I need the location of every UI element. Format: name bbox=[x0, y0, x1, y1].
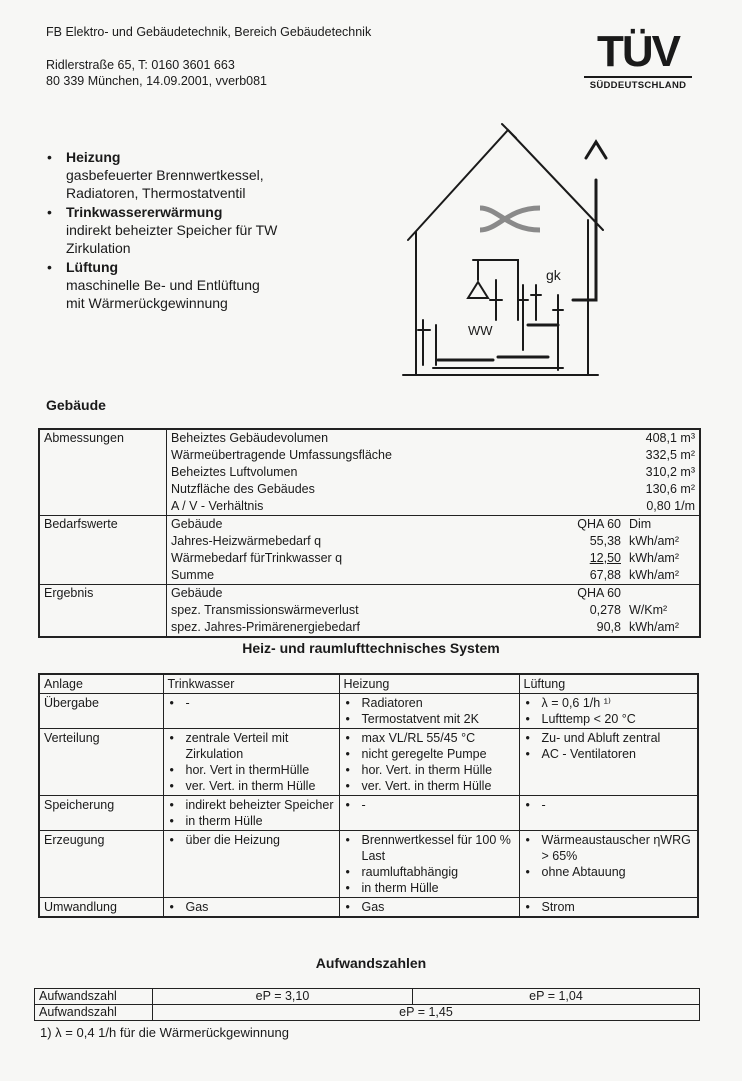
row-name: Jahres-Heizwärmebedarf q bbox=[171, 534, 322, 548]
ww-label: WW bbox=[468, 323, 493, 338]
feature-item-heizung bbox=[44, 148, 374, 202]
arrow-up-icon bbox=[586, 142, 606, 158]
list-item bbox=[168, 730, 335, 762]
section-title-system: Heiz- und raumlufttechnisches System bbox=[242, 640, 500, 656]
group-label: Ergebnis bbox=[39, 585, 167, 638]
cell-hz bbox=[339, 898, 519, 918]
item-text: Termostatvent mit 2K bbox=[361, 712, 479, 726]
row-name: spez. Transmissionswärmeverlust bbox=[171, 603, 359, 617]
list-item bbox=[344, 880, 515, 896]
row-value: QHA 60 bbox=[557, 585, 625, 603]
bullet-icon: • bbox=[525, 696, 530, 710]
item-text: hor. Vert in thermHülle bbox=[185, 763, 310, 777]
feature-line: mit Wärmerückgewinnung bbox=[66, 295, 228, 311]
bullet-icon: • bbox=[345, 900, 350, 914]
row-name: Wärmebedarf fürTrinkwasser q bbox=[171, 551, 343, 565]
item-text: Zu- und Abluft zentral bbox=[541, 731, 661, 745]
list-item bbox=[168, 762, 335, 778]
list-item bbox=[524, 797, 694, 813]
row-label: Erzeugung bbox=[39, 831, 163, 898]
row-value: 12,50 bbox=[589, 551, 621, 565]
feature-title: Trinkwassererwärmung bbox=[66, 204, 223, 220]
bullet-icon: • bbox=[345, 747, 350, 761]
row-value: 130,6 m² bbox=[645, 482, 695, 496]
bullet-icon: • bbox=[525, 900, 530, 914]
cell-lu bbox=[519, 796, 698, 831]
bullet-icon: • bbox=[47, 204, 52, 220]
list-item bbox=[524, 695, 694, 711]
row-name: Summe bbox=[171, 568, 215, 582]
row-unit: kWh/am² bbox=[629, 568, 679, 582]
cell-list bbox=[524, 899, 694, 915]
item-text: ver. Vert. in therm Hülle bbox=[185, 779, 316, 793]
feature-line: Radiatoren, Thermostatventil bbox=[66, 185, 246, 201]
shower-icon bbox=[468, 282, 488, 298]
bullet-icon: • bbox=[47, 259, 52, 275]
feature-item-lueftung bbox=[44, 258, 374, 312]
cell-list bbox=[344, 899, 515, 915]
item-text: Wärmeaustauscher ηWRG > 65% bbox=[541, 833, 691, 863]
bullet-icon: • bbox=[345, 833, 350, 847]
item-text: zentrale Verteil mit Zirkulation bbox=[185, 731, 289, 761]
list-item bbox=[524, 864, 694, 880]
item-text: Lufttemp < 20 °C bbox=[541, 712, 636, 726]
item-text: - bbox=[361, 798, 366, 812]
cell-list bbox=[168, 797, 335, 829]
list-item bbox=[524, 899, 694, 915]
row-value: 0,80 1/m bbox=[646, 499, 695, 513]
row-name: Wärmeübertragende Umfassungsfläche bbox=[171, 448, 392, 462]
item-text: - bbox=[541, 798, 546, 812]
feature-title: Lüftung bbox=[66, 259, 119, 275]
list-item bbox=[344, 711, 515, 727]
row-label: Verteilung bbox=[39, 729, 163, 796]
cell-tw bbox=[163, 694, 339, 729]
bullet-icon: • bbox=[169, 798, 174, 812]
row-name: Beheiztes Luftvolumen bbox=[171, 465, 298, 479]
bullet-icon: • bbox=[525, 833, 530, 847]
table-row bbox=[39, 429, 700, 447]
cell-list bbox=[168, 899, 335, 915]
bullet-icon: • bbox=[345, 712, 350, 726]
cell-list bbox=[344, 797, 515, 813]
chimney-pipe bbox=[573, 180, 596, 300]
table-row bbox=[39, 585, 700, 603]
bullet-icon: • bbox=[525, 747, 530, 761]
aufwand-value-tw: eP = 3,10 bbox=[153, 989, 413, 1005]
item-text: - bbox=[185, 696, 190, 710]
building-table bbox=[38, 428, 701, 638]
row-unit: kWh/am² bbox=[629, 551, 679, 565]
cell-tw bbox=[163, 898, 339, 918]
list-item bbox=[344, 832, 515, 864]
bullet-icon: • bbox=[169, 731, 174, 745]
list-item bbox=[344, 864, 515, 880]
list-item bbox=[168, 695, 335, 711]
table-row bbox=[39, 796, 698, 831]
row-name: Gebäude bbox=[167, 585, 558, 603]
bullet-icon: • bbox=[525, 712, 530, 726]
cell-list bbox=[524, 832, 694, 880]
group-label: Abmessungen bbox=[39, 429, 167, 516]
cell-tw bbox=[163, 796, 339, 831]
row-name: A / V - Verhältnis bbox=[171, 499, 264, 513]
system-feature-list bbox=[44, 148, 374, 313]
row-unit: W/Km² bbox=[629, 603, 668, 617]
bullet-icon: • bbox=[345, 881, 350, 895]
item-text: λ = 0,6 1/h ¹⁾ bbox=[541, 696, 611, 710]
list-item bbox=[168, 797, 335, 813]
table-row bbox=[39, 898, 698, 918]
feature-line: Zirkulation bbox=[66, 240, 131, 256]
item-text: über die Heizung bbox=[185, 833, 281, 847]
group-label: Bedarfswerte bbox=[39, 516, 167, 585]
row-unit: Dim bbox=[625, 516, 700, 534]
list-item bbox=[168, 832, 335, 848]
list-item bbox=[524, 730, 694, 746]
cell-lu bbox=[519, 729, 698, 796]
row-name: spez. Jahres-Primärenergiebedarf bbox=[171, 620, 360, 634]
cell-list bbox=[168, 730, 335, 794]
list-item bbox=[524, 832, 694, 864]
row-value: 90,8 bbox=[596, 620, 621, 634]
item-text: Strom bbox=[541, 900, 575, 914]
table-row bbox=[39, 831, 698, 898]
cell-tw bbox=[163, 729, 339, 796]
heat-exchanger-icon bbox=[480, 208, 540, 230]
feature-line: indirekt beheizter Speicher für TW bbox=[66, 222, 278, 238]
bullet-icon: • bbox=[345, 798, 350, 812]
bullet-icon: • bbox=[345, 763, 350, 777]
table-row bbox=[35, 1005, 700, 1021]
row-unit bbox=[625, 585, 700, 603]
house-system-sketch bbox=[398, 120, 638, 385]
item-text: Brennwertkessel für 100 % Last bbox=[361, 833, 511, 863]
bullet-icon: • bbox=[345, 865, 350, 879]
table-row bbox=[39, 729, 698, 796]
row-value: 310,2 m³ bbox=[645, 465, 695, 479]
bullet-icon: • bbox=[525, 731, 530, 745]
row-value: 0,278 bbox=[589, 603, 621, 617]
row-value: 408,1 m³ bbox=[557, 429, 700, 447]
cell-lu bbox=[519, 898, 698, 918]
column-header: Lüftung bbox=[519, 674, 698, 694]
row-unit: kWh/am² bbox=[629, 620, 679, 634]
bullet-icon: • bbox=[169, 696, 174, 710]
aufwand-label: Aufwandszahl bbox=[35, 989, 153, 1005]
row-unit: kWh/am² bbox=[629, 534, 679, 548]
cell-list bbox=[344, 730, 515, 794]
bullet-icon: • bbox=[169, 779, 174, 793]
cell-list bbox=[168, 695, 335, 711]
row-name: Beheiztes Gebäudevolumen bbox=[167, 429, 558, 447]
column-header: Trinkwasser bbox=[163, 674, 339, 694]
item-text: raumluftabhängig bbox=[361, 865, 459, 879]
feature-line: gasbefeuerter Brennwertkessel, bbox=[66, 167, 264, 183]
row-name: Gebäude bbox=[167, 516, 558, 534]
cell-lu bbox=[519, 694, 698, 729]
column-header: Anlage bbox=[39, 674, 163, 694]
item-text: Gas bbox=[361, 900, 385, 914]
row-label: Übergabe bbox=[39, 694, 163, 729]
cell-hz bbox=[339, 831, 519, 898]
cell-list bbox=[524, 730, 694, 762]
bullet-icon: • bbox=[169, 900, 174, 914]
bullet-icon: • bbox=[169, 833, 174, 847]
row-value: 55,38 bbox=[589, 534, 621, 548]
row-name: Nutzfläche des Gebäudes bbox=[171, 482, 315, 496]
row-value: 67,88 bbox=[589, 568, 621, 582]
table-row bbox=[39, 694, 698, 729]
list-item bbox=[168, 813, 335, 829]
item-text: max VL/RL 55/45 °C bbox=[361, 731, 476, 745]
row-value: 332,5 m² bbox=[645, 448, 695, 462]
cell-tw bbox=[163, 831, 339, 898]
list-item bbox=[344, 695, 515, 711]
item-text: in therm Hülle bbox=[185, 814, 263, 828]
bullet-icon: • bbox=[169, 763, 174, 777]
table-header-row bbox=[39, 674, 698, 694]
list-item bbox=[524, 746, 694, 762]
list-item bbox=[344, 762, 515, 778]
cell-list bbox=[524, 797, 694, 813]
item-text: ohne Abtauung bbox=[541, 865, 626, 879]
bullet-icon: • bbox=[345, 731, 350, 745]
address-line: Ridlerstraße 65, T: 0160 3601 663 bbox=[46, 58, 235, 72]
bullet-icon: • bbox=[525, 865, 530, 879]
table-row bbox=[35, 989, 700, 1005]
section-title-aufwand: Aufwandszahlen bbox=[315, 955, 427, 971]
system-table bbox=[38, 673, 699, 918]
tuv-logo-text: TÜV bbox=[597, 27, 679, 76]
footnote: 1) λ = 0,4 1/h für die Wärmerückgewinnung bbox=[40, 1025, 289, 1040]
cell-list bbox=[168, 832, 335, 848]
list-item bbox=[344, 899, 515, 915]
row-label: Umwandlung bbox=[39, 898, 163, 918]
roof-line bbox=[408, 130, 603, 240]
list-item bbox=[344, 730, 515, 746]
bullet-icon: • bbox=[525, 798, 530, 812]
cell-list bbox=[344, 695, 515, 727]
cell-list bbox=[524, 695, 694, 727]
feature-line: maschinelle Be- und Entlüftung bbox=[66, 277, 260, 293]
cell-hz bbox=[339, 694, 519, 729]
list-item bbox=[344, 778, 515, 794]
bullet-icon: • bbox=[169, 814, 174, 828]
cell-hz bbox=[339, 729, 519, 796]
table-row bbox=[39, 516, 700, 534]
feature-title: Heizung bbox=[66, 149, 121, 165]
cell-lu bbox=[519, 831, 698, 898]
list-item bbox=[344, 746, 515, 762]
item-text: in therm Hülle bbox=[361, 881, 439, 895]
feature-item-trinkwasser bbox=[44, 203, 374, 257]
aufwand-table bbox=[34, 988, 700, 1021]
tuv-logo-sub: SÜDDEUTSCHLAND bbox=[584, 76, 692, 91]
item-text: AC - Ventilatoren bbox=[541, 747, 636, 761]
cell-hz bbox=[339, 796, 519, 831]
cell-list bbox=[344, 832, 515, 896]
list-item bbox=[168, 778, 335, 794]
bullet-icon: • bbox=[47, 149, 52, 165]
gk-label: gk bbox=[546, 267, 561, 283]
bullet-icon: • bbox=[345, 779, 350, 793]
column-header: Heizung bbox=[339, 674, 519, 694]
list-item bbox=[524, 711, 694, 727]
item-text: ver. Vert. in therm Hülle bbox=[361, 779, 492, 793]
tuv-logo bbox=[584, 27, 692, 91]
aufwand-value-hz: eP = 1,04 bbox=[413, 989, 700, 1005]
row-value: QHA 60 bbox=[557, 516, 625, 534]
item-text: nicht geregelte Pumpe bbox=[361, 747, 487, 761]
aufwand-value-total: eP = 1,45 bbox=[153, 1005, 700, 1021]
city-date-line: 80 339 München, 14.09.2001, vverb081 bbox=[46, 74, 268, 88]
list-item bbox=[168, 899, 335, 915]
aufwand-label: Aufwandszahl bbox=[35, 1005, 153, 1021]
item-text: hor. Vert. in therm Hülle bbox=[361, 763, 493, 777]
bullet-icon: • bbox=[345, 696, 350, 710]
row-label: Speicherung bbox=[39, 796, 163, 831]
list-item bbox=[344, 797, 515, 813]
item-text: Radiatoren bbox=[361, 696, 423, 710]
company-name: FB Elektro- und Gebäudetechnik, Bereich Gebäudetechnik bbox=[46, 25, 372, 39]
item-text: Gas bbox=[185, 900, 209, 914]
item-text: indirekt beheizter Speicher bbox=[185, 798, 334, 812]
section-title-gebaeude: Gebäude bbox=[46, 397, 106, 413]
